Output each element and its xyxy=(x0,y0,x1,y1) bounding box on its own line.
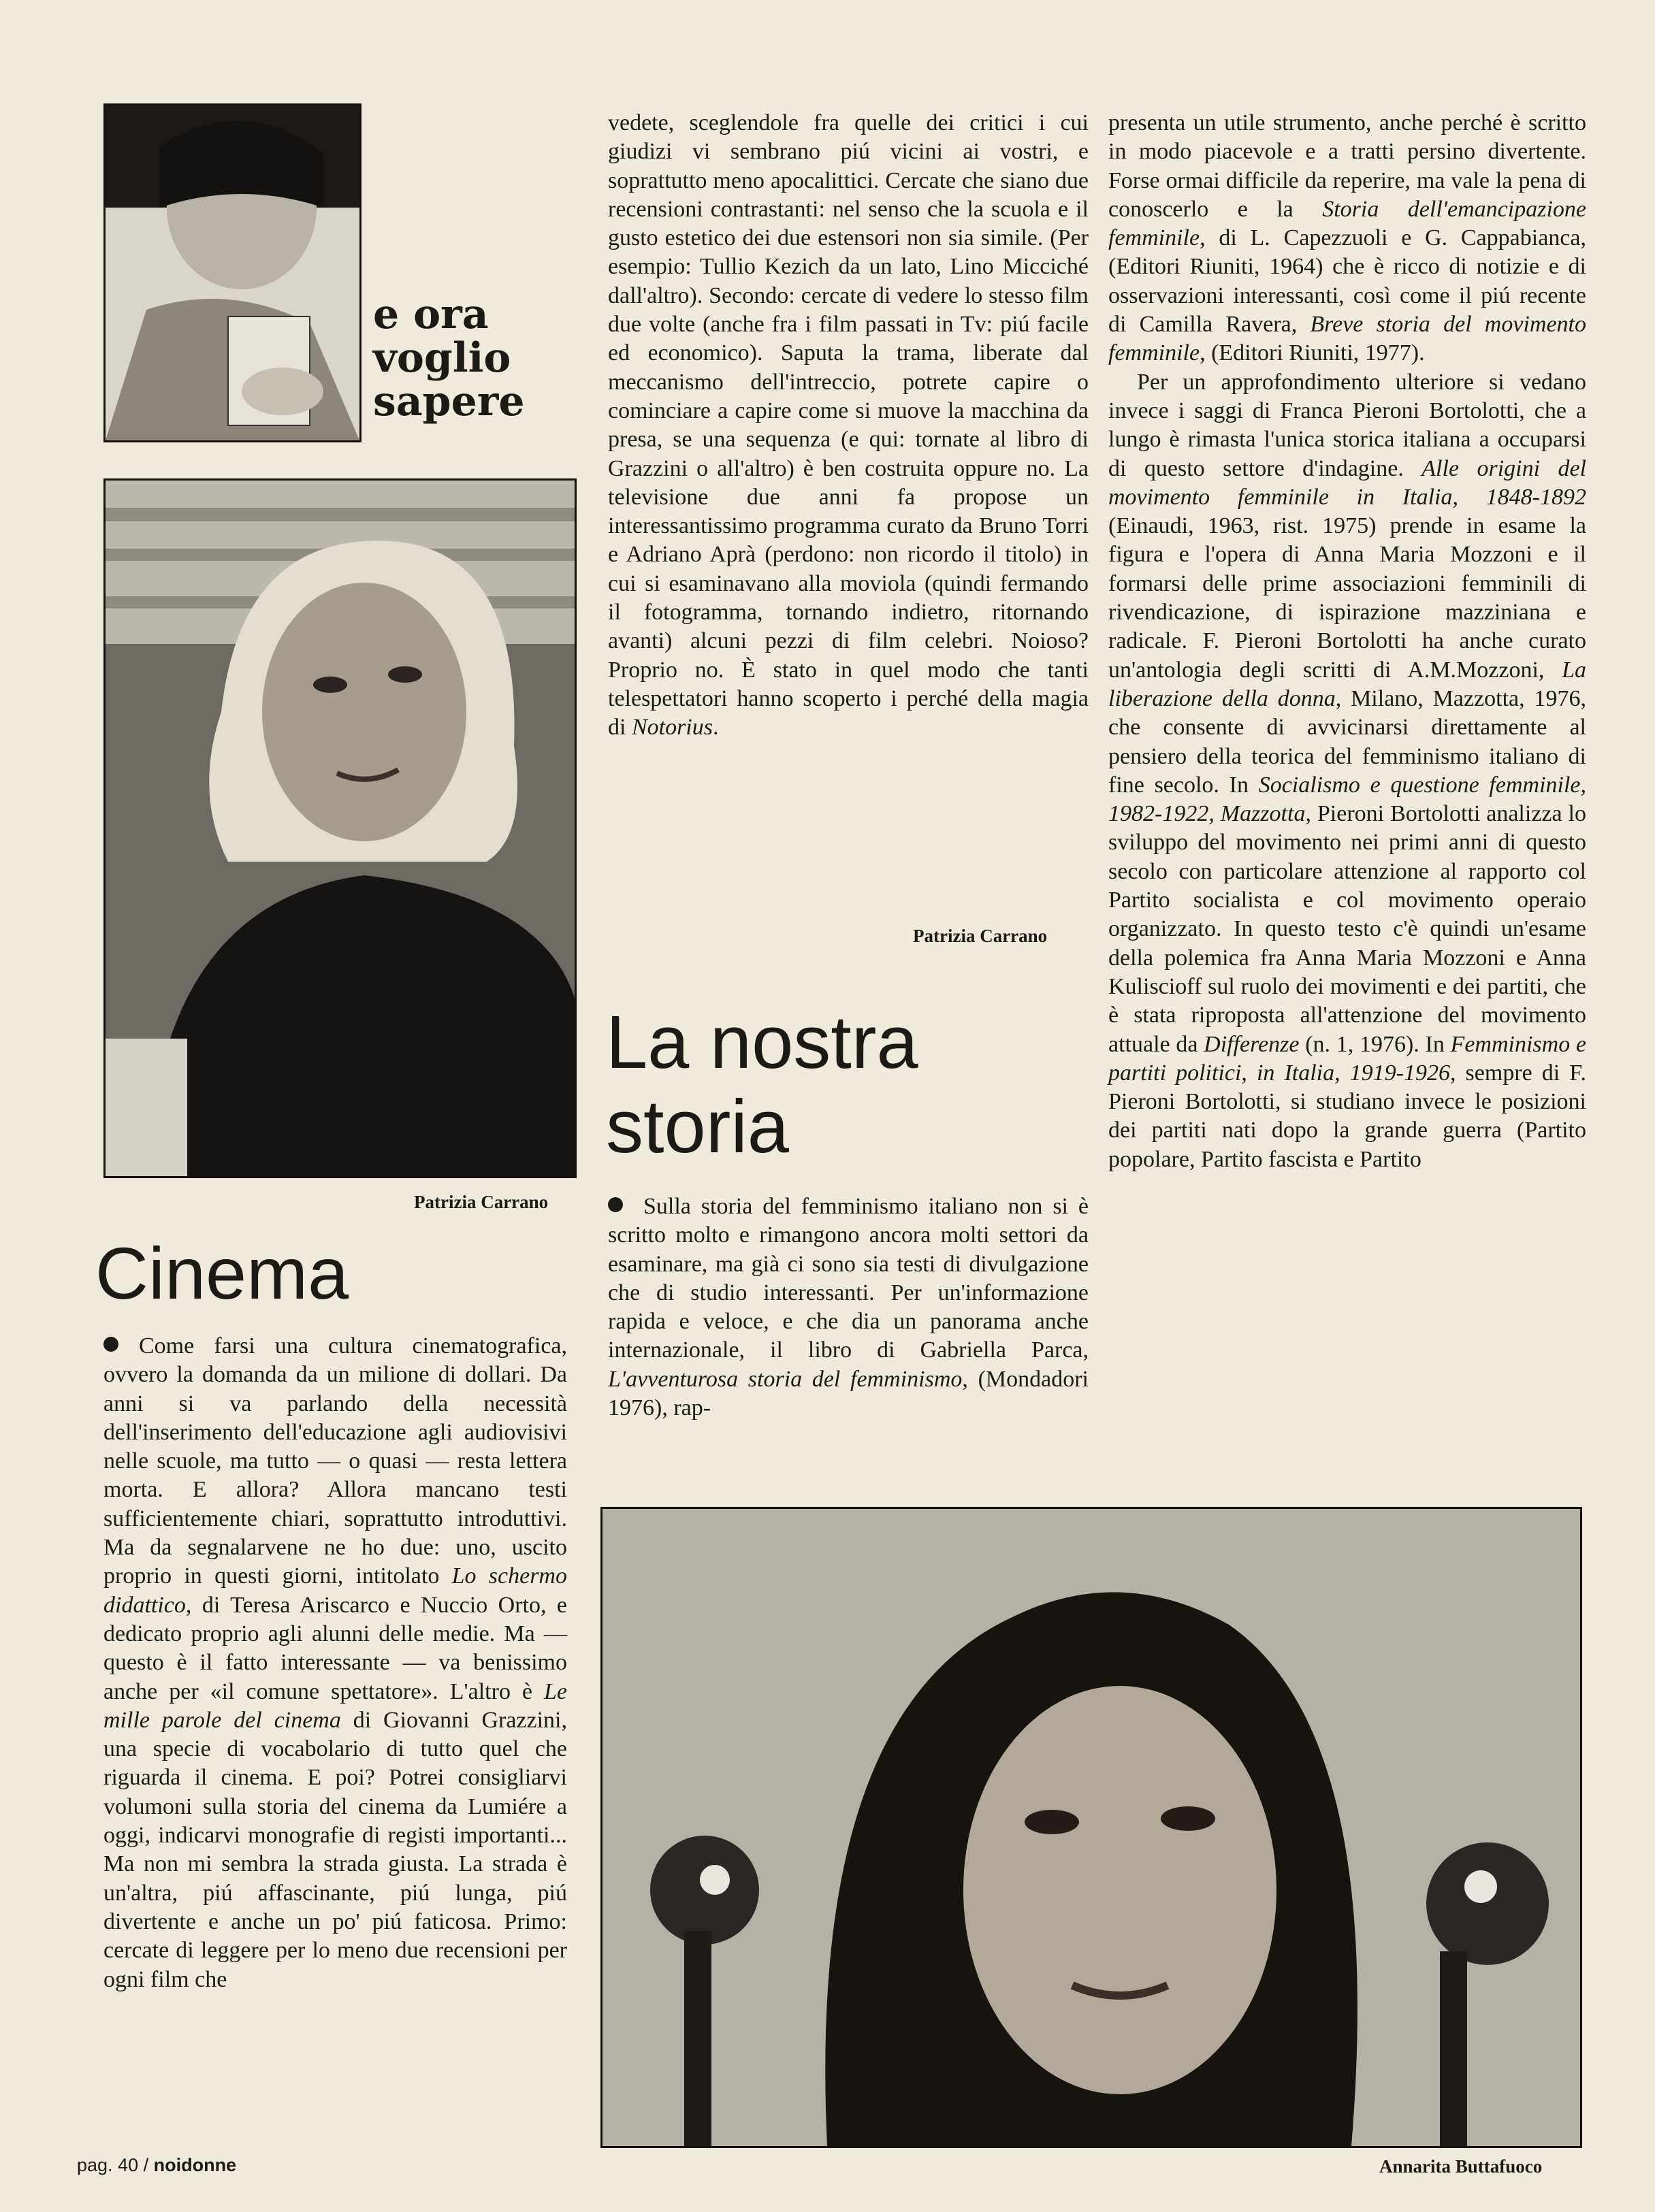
magazine-name: noidonne xyxy=(153,2155,237,2175)
storia-paragraph-3: Per un approfondimento ulteriore si vedano invece i saggi di Franca Pieroni Bortolotti, che a lungo è rimasta l'unica storica italiana a occuparsi di questo settore d'indagine. Alle origini del movimento femminile in Italia, 1848-1892 (Einaudi, 1963, rist. 1975) prende in esame la figura e l'opera di Anna Maria Mozzoni e il formarsi delle prime associazioni femminili di rivendicazione, di ispirazione mazziniana e radicale. F. Pieroni Bortolotti ha anche curato un'antologia degli scritti di A.M.Mozzoni, La liberazione della donna, Milano, Mazzotta, 1976, che consente di avvicinarsi direttamente al pensiero della teorica del femminismo italiano di fine secolo. In Socialismo e questione femminile, 1982-1922, Mazzotta, Pieroni Bortolotti analizza lo sviluppo del movimento nei primi anni di questo secolo con particolare attenzione al rapporto col Partito socialista e col movimento operaio organizzato. In questo testo c'è quindi un'esame della polemica fra Anna Maria Mozzoni e Anna Kuliscioff sul ruolo dei movimenti e dei partiti, che è stata riproposta all'attenzione del movimento attuale da Differenze (n. 1, 1976). In Femminismo e partiti politici, in Italia, 1919-1926, sempre di F. Pieroni Bortolotti, si studiano invece le posizioni dei partiti nati dopo la grande guerra (Partito popolare, Partito fascista e Partito xyxy=(1108,369,1587,1172)
article-storia-column-3 xyxy=(1108,109,1586,1174)
article-storia-column-2 xyxy=(608,1192,1089,1422)
teaser-line-3: sapere xyxy=(373,378,525,425)
storia-paragraph-2: presenta un utile strumento, anche perché è scritto in modo piacevole e a tratti persino divertente. Forse ormai difficile da reperire, ma vale la pena di conoscerlo e la Storia dell'emancipazione femminile, di L. Capezzuoli e G. Cappabianca, (Editori Riuniti, 1964) che è ricco di notizie e di osservazioni interessanti, così come il piú recente di Camilla Ravera, Breve storia del movimento femminile, (Editori Riuniti, 1977). xyxy=(1108,110,1586,366)
bullet-dot-icon xyxy=(103,1337,118,1352)
page-footer xyxy=(77,2155,236,2176)
photo-portrait-blonde-image xyxy=(106,481,575,1176)
photo-top-left-image xyxy=(106,105,359,440)
page-number: pag. 40 / xyxy=(77,2155,149,2175)
heading-storia-line-2: storia xyxy=(606,1085,789,1169)
photo-portrait-dark-hair xyxy=(600,1507,1582,2148)
teaser-headline xyxy=(373,293,525,423)
article-cinema-column-1 xyxy=(103,1332,567,1994)
bullet-dot-icon xyxy=(608,1197,623,1212)
caption-bottom: Annarita Buttafuoco xyxy=(1379,2156,1543,2177)
heading-storia xyxy=(606,1001,918,1169)
cinema-paragraph-1: Come farsi una cultura cinematografica, ovvero la domanda da un milione di dollari. Da anni si va parlando della necessità dell'inserimento dell'educazione agli audiovisivi nelle scuole, ma tutto — o quasi — resta lettera morta. E allora? Allora mancano testi sufficientemente chiari, soprattutto introduttivi. Ma da segnalarvene ne ho due: uno, uscito proprio in questi giorni, intitolato Lo schermo didattico, di Teresa Ariscarco e Nuccio Orto, e dedicato proprio agli alunni delle medie. Ma — questo è il fatto interessante — va benissimo anche per «il comune spettatore». L'altro è Le mille parole del cinema di Giovanni Grazzini, una specie di vocabolario di tutto quel che riguarda il cinema. E poi? Potrei consigliarvi volumoni sulla storia del cinema da Lumiére a oggi, indicarvi monografie di registi importanti... Ma non mi sembra la strada giusta. La strada è un'altra, piú affascinante, piú lunga, piú divertente e anche un po' piú faticosa. Primo: cercate di leggere per lo meno due recensioni per ogni film che xyxy=(103,1333,567,1992)
heading-cinema: Cinema xyxy=(95,1232,349,1314)
storia-paragraph-1: Sulla storia del femminismo italiano non si è scritto molto e rimangono ancora molti settori da esaminare, ma già ci sono sia testi di divulgazione che di studio interessanti. Per un'informazione rapida e veloce, e che dia un panorama anche internazionale, il libro di Gabriella Parca, L'avventurosa storia del femminismo, (Mondadori 1976), rap- xyxy=(608,1194,1089,1421)
teaser-line-1: e ora xyxy=(373,291,489,338)
photo-portrait-blonde xyxy=(103,478,577,1178)
teaser-line-2: voglio xyxy=(373,334,511,382)
photo-portrait-dark-hair-image xyxy=(602,1509,1580,2146)
photo-top-left xyxy=(103,103,361,442)
heading-storia-line-1: La nostra xyxy=(606,1001,918,1084)
article-cinema-column-2 xyxy=(608,109,1089,743)
caption-blonde: Patrizia Carrano xyxy=(414,1192,549,1212)
cinema-paragraph-2: vedete, sceglendole fra quelle dei critici i cui giudizi vi sembrano piú vicini ai vostri, e soprattutto meno apocalittici. Cercate che siano due recensioni contrastanti: nel senso che la scuola e il gusto estetico dei due estensori non sia simile. (Per esempio: Tullio Kezich da un lato, Lino Micciché dall'altro). Secondo: cercate di vedere lo stesso film due volte (anche fra i film passati in Tv: piú facile ed economico). Saputa la trama, liberate dal meccanismo dell'intreccio, potrete capire o cominciare a capire come si muove la macchina da presa, se una sequenza (e qui: tornate al libro di Grazzini o all'altro) è ben costruita oppure no. La televisione due anni fa propose un interessantissimo programma curato da Bruno Torri e Adriano Aprà (perdono: non ricordo il titolo) in cui si esaminavano alla moviola (quindi fermando il fotogramma, tornando indietro, ritornando avanti) alcuni pezzi di film celebri. Noioso? Proprio no. È stato in quel modo che tanti telespettatori hanno scoperto i perché della magia di Notorius. xyxy=(608,110,1089,741)
signature-cinema: Patrizia Carrano xyxy=(913,926,1048,946)
